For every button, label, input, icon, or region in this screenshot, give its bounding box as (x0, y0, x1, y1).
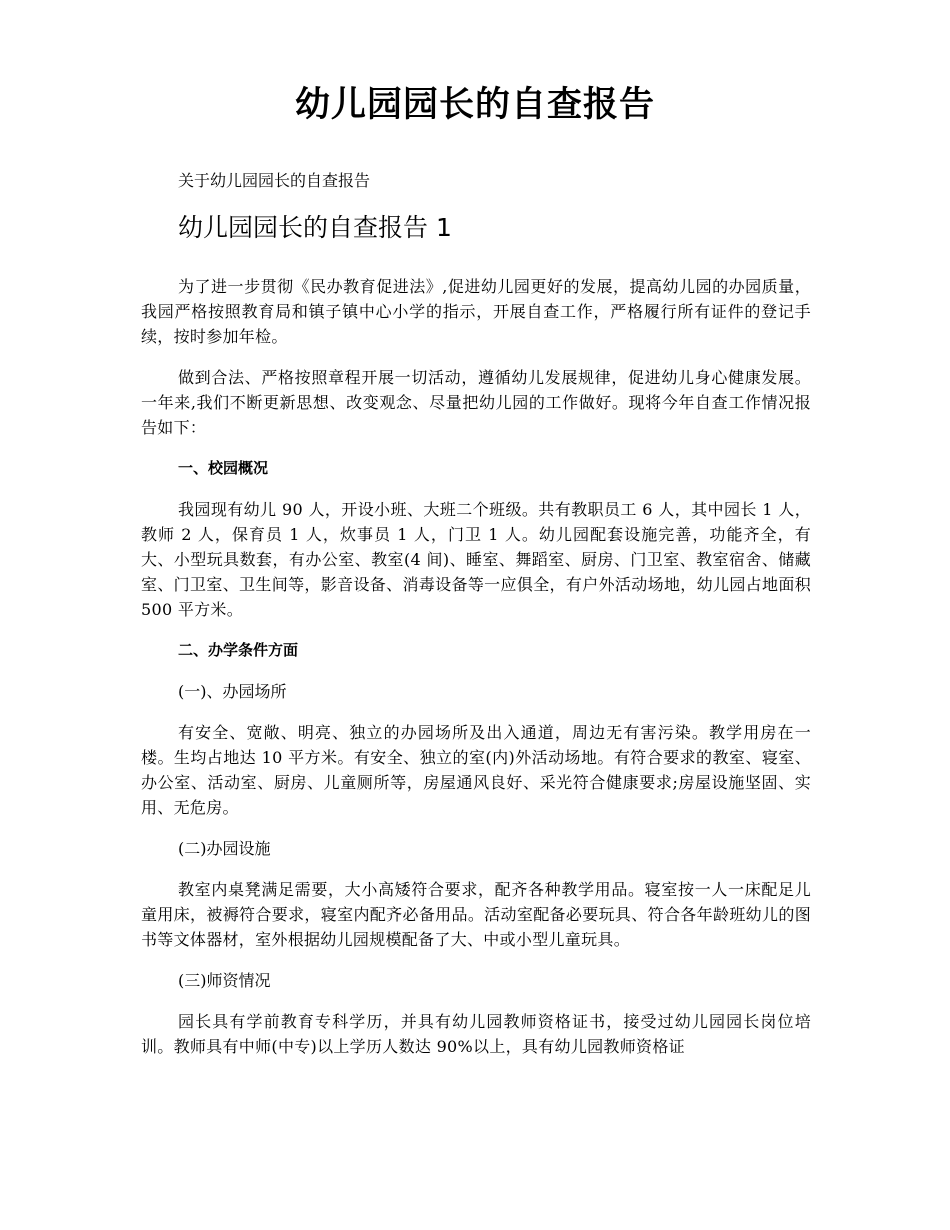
document-title: 幼儿园园长的自查报告 (294, 85, 655, 125)
intro-paragraph-2: 做到合法、严格按照章程开展一切活动，遵循幼儿发展规律，促进幼儿身心健康发展。一年来,我们不断更新思想、改变观念、尽量把幼儿园的工作做好。现将今年自查工作情况报告如下： (141, 368, 811, 437)
section-heading: 幼儿园园长的自查报告 1 (178, 213, 452, 242)
part2-sub1-paragraph: 有安全、宽敞、明亮、独立的办园场所及出入通道，周边无有害污染。教学用房在一楼。生均占地达 10 平方米。有安全、独立的室(内)外活动场地。有符合要求的教室、寝室、办公室、活动室、厨房、儿童厕所等，房屋通风良好、采光符合健康要求;房屋设施坚固、实用、无危房。 (141, 723, 811, 817)
document-body (141, 274, 811, 1075)
part2-sub3-paragraph: 园长具有学前教育专科学历，并具有幼儿园教师资格证书，接受过幼儿园园长岗位培训。教师具有中师(中专)以上学历人数达 90%以上，具有幼儿园教师资格证 (141, 1012, 811, 1056)
part2-sub1-heading: (一)、办园场所 (178, 682, 287, 701)
intro-paragraph-1: 为了进一步贯彻《民办教育促进法》,促进幼儿园更好的发展，提高幼儿园的办园质量，我园严格按照教育局和镇子镇中心小学的指示，开展自查工作，严格履行所有证件的登记手续，按时参加年检。 (141, 277, 811, 346)
part2-sub2-heading: (二)办园设施 (178, 839, 271, 858)
part2-sub3-heading: (三)师资情况 (178, 971, 271, 990)
document-subtitle: 关于幼儿园园长的自查报告 (178, 171, 371, 190)
part2-heading: 二、办学条件方面 (178, 641, 299, 659)
part1-heading: 一、校园概况 (178, 459, 269, 477)
part1-paragraph: 我园现有幼儿 90 人，开设小班、大班二个班级。共有教职员工 6 人，其中园长 1 人，教师 2 人，保育员 1 人，炊事员 1 人，门卫 1 人。幼儿园配套设施完善，功能齐全，有大、小型玩具数套，有办公室、教室(4 间)、睡室、舞蹈室、厨房、门卫室、教室宿舍、储藏室、门卫室、卫生间等，影音设备、消毒设备等一应俱全，有户外活动场地，幼儿园占地面积 500 平方米。 (141, 500, 811, 619)
part2-sub2-paragraph: 教室内桌凳满足需要，大小高矮符合要求，配齐各种教学用品。寝室按一人一床配足儿童用床，被褥符合要求，寝室内配齐必备用品。活动室配备必要玩具、符合各年龄班幼儿的图书等文体器材，室外根据幼儿园规模配备了大、中或小型儿童玩具。 (141, 880, 811, 949)
